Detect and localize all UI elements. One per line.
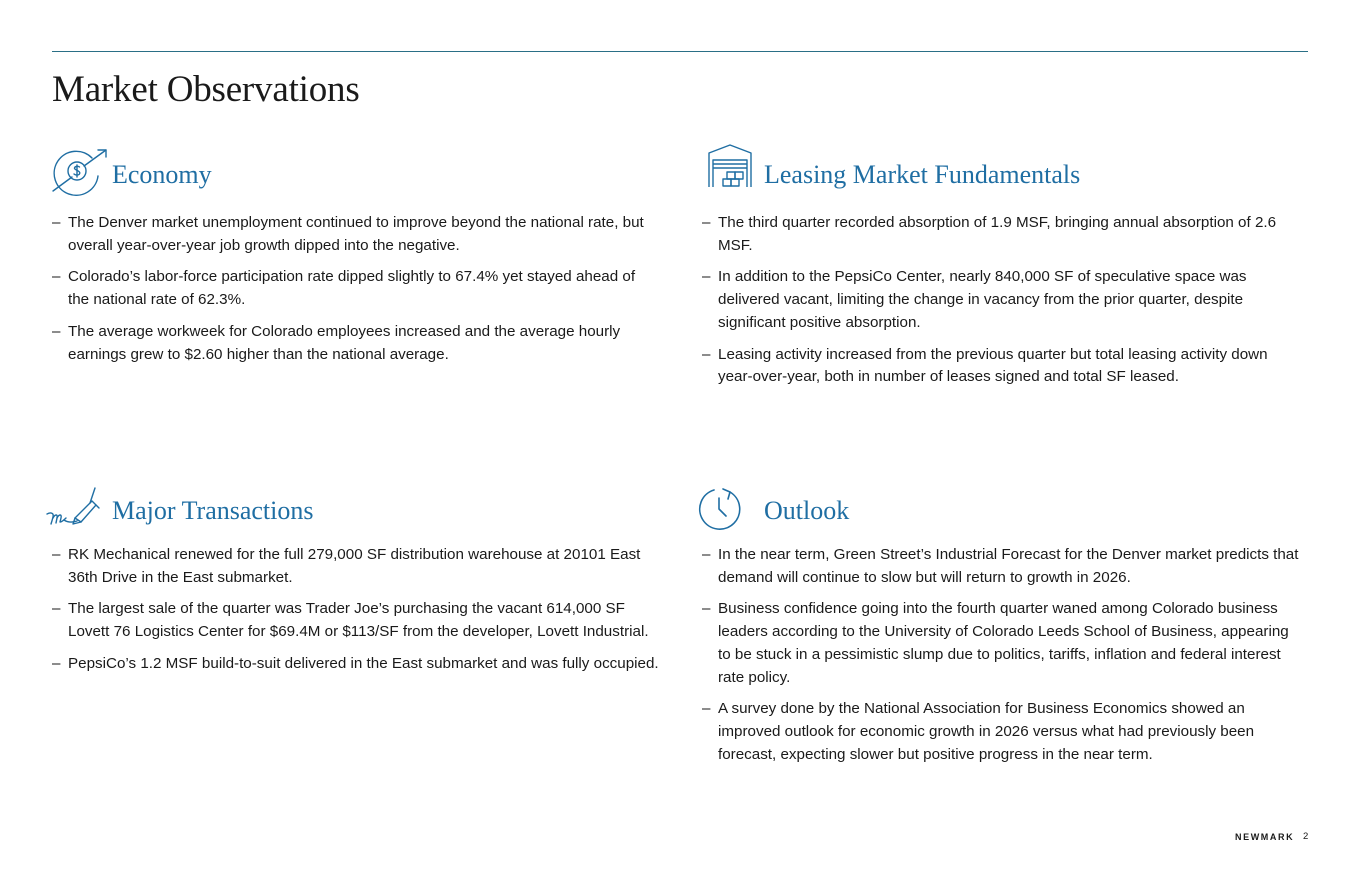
outlook-section xyxy=(702,482,1302,775)
page-title: Market Observations xyxy=(52,69,360,110)
footer-brand-logo: NEWMARK xyxy=(1235,832,1295,842)
top-divider xyxy=(52,51,1308,52)
list-item: – The Denver market unemployment continued to improve beyond the national rate, but overall year-over-year job growth dipped into the negative. xyxy=(52,212,652,257)
list-item: – Colorado’s labor-force participation rate dipped slightly to 67.4% yet stayed ahead of the national rate of 62.3%. xyxy=(52,266,652,311)
outlook-header xyxy=(702,482,1302,542)
page-number: 2 xyxy=(1303,831,1309,842)
leasing-section xyxy=(702,146,1302,398)
list-item: – Leasing activity increased from the previous quarter but total leasing activity down year-over-year, both in number of leases signed and total SF leased. xyxy=(702,344,1302,389)
transactions-section xyxy=(52,482,662,685)
economy-section xyxy=(52,146,652,375)
transactions-title: Major Transactions xyxy=(112,496,314,525)
outlook-bullets xyxy=(702,544,1302,766)
warehouse-icon xyxy=(707,143,753,194)
list-item: – The average workweek for Colorado employees increased and the average hourly earnings grew to $2.60 higher than the national average. xyxy=(52,321,652,366)
list-item: – Business confidence going into the fourth quarter waned among Colorado business leaders according to the University of Colorado Leeds School of Business, appearing to be stuck in a pessimistic slump due to politics, tariffs, inflation and federal interest rate policy. xyxy=(702,598,1302,689)
list-item: – The largest sale of the quarter was Trader Joe’s purchasing the vacant 614,000 SF Lovett 76 Logistics Center for $69.4M or $113/SF from the developer, Lovett Industrial. xyxy=(52,598,662,643)
list-item: – The third quarter recorded absorption of 1.9 MSF, bringing annual absorption of 2.6 MSF. xyxy=(702,212,1302,257)
signature-pen-icon xyxy=(45,484,101,535)
transactions-header xyxy=(52,482,662,542)
economy-header xyxy=(52,146,652,206)
transactions-bullets xyxy=(52,544,662,676)
leasing-bullets xyxy=(702,212,1302,389)
clock-icon xyxy=(697,486,743,537)
money-growth-icon xyxy=(52,146,108,201)
leasing-title: Leasing Market Fundamentals xyxy=(764,160,1081,189)
list-item: – RK Mechanical renewed for the full 279,000 SF distribution warehouse at 20101 East 36th Drive in the East submarket. xyxy=(52,544,662,589)
list-item: – PepsiCo’s 1.2 MSF build-to-suit delivered in the East submarket and was fully occupied. xyxy=(52,653,662,676)
list-item: – A survey done by the National Association for Business Economics showed an improved outlook for economic growth in 2026 versus what had previously been forecast, expecting slower but positive progress in the near term. xyxy=(702,698,1302,766)
outlook-title: Outlook xyxy=(764,496,850,525)
economy-bullets xyxy=(52,212,652,366)
list-item: – In addition to the PepsiCo Center, nearly 840,000 SF of speculative space was delivered vacant, limiting the change in vacancy from the prior quarter, despite significant positive absorption. xyxy=(702,266,1302,334)
list-item: – In the near term, Green Street’s Industrial Forecast for the Denver market predicts that demand will continue to slow but will return to growth in 2026. xyxy=(702,544,1302,589)
economy-title: Economy xyxy=(112,160,212,189)
leasing-header xyxy=(702,146,1302,206)
